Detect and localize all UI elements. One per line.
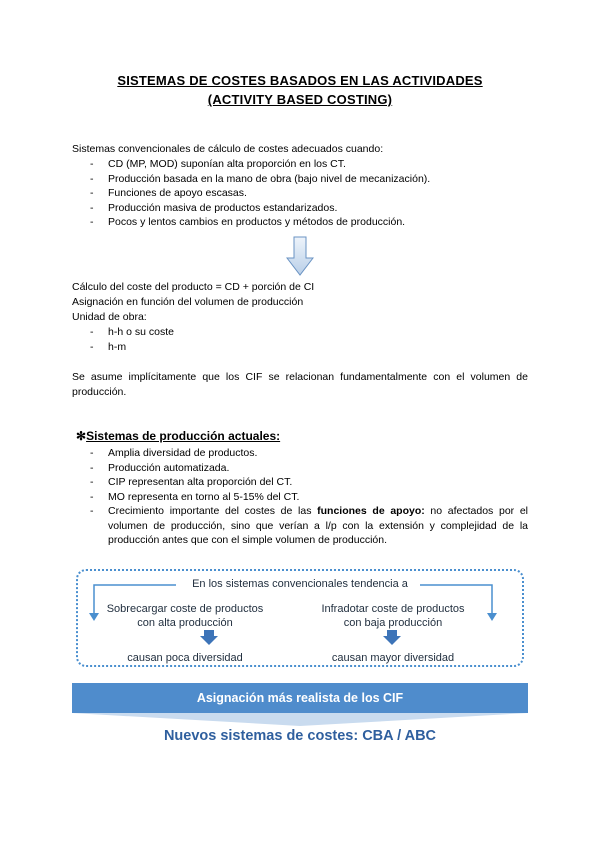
right-line2: con baja producción: [343, 617, 443, 629]
asterisk-icon: ✻: [76, 429, 87, 443]
left-result: causan poca diversidad: [127, 652, 243, 664]
list-item: - Producción masiva de productos estandarizados.: [72, 201, 430, 216]
section-heading-text: Sistemas de producción actuales:: [86, 429, 281, 443]
list-item: - Producción automatizada.: [72, 461, 528, 476]
right-arrowhead-icon: [487, 613, 497, 621]
list-item: - Crecimiento importante del costes de las funciones de apoyo: no afectados por el volumen de producción, sino que verían a l/p con la extensión y complejidad de la producción antes que con el simple volumen de producción.: [72, 504, 528, 548]
page-title: SISTEMAS DE COSTES BASADOS EN LAS ACTIVIDADES: [117, 73, 483, 88]
page-subtitle: (ACTIVITY BASED COSTING): [207, 92, 393, 107]
conventional-intro: Sistemas convencionales de cálculo de costes adecuados cuando:: [72, 143, 384, 155]
list-item: - CD (MP, MOD) suponían alta proporción en los CT.: [72, 157, 430, 172]
current-list: [72, 446, 528, 548]
list-item: - Funciones de apoyo escasas.: [72, 186, 430, 201]
list-item: - Pocos y lentos cambios en productos y métodos de producción.: [72, 215, 430, 230]
units-list: [72, 325, 174, 354]
assumption-paragraph: Se asume implícitamente que los CIF se relacionan fundamentalmente con el volumen de producción.: [72, 371, 528, 398]
list-item: - Producción basada en la mano de obra (bajo nivel de mecanización).: [72, 172, 430, 187]
right-line1: Infradotar coste de productos: [321, 603, 465, 615]
banner-arrow-icon: [72, 713, 528, 727]
banner: Asignación más realista de los CIF: [72, 683, 528, 713]
cost-allocation: Asignación en función del volumen de producción: [72, 296, 304, 308]
list-item: - MO representa en torno al 5-15% del CT.: [72, 490, 528, 505]
conclusion-text: Nuevos sistemas de costes: CBA / ABC: [163, 728, 437, 744]
right-down-arrow-icon: [383, 630, 401, 645]
section-heading: [76, 429, 280, 443]
unit-label: Unidad de obra:: [72, 311, 147, 323]
cost-diagram: [72, 565, 528, 753]
bold-term: funciones de apoyo:: [317, 505, 425, 517]
list-item: - h-m: [72, 340, 174, 355]
down-arrow-icon: [286, 236, 314, 276]
right-result: causan mayor diversidad: [331, 652, 455, 664]
conventional-list: [72, 157, 430, 230]
left-line2: con alta producción: [137, 617, 233, 629]
left-arrowhead-icon: [89, 613, 99, 621]
diagram-header: En los sistemas convencionales tendencia a: [192, 578, 408, 590]
left-down-arrow-icon: [200, 630, 218, 645]
left-line1: Sobrecargar coste de productos: [106, 603, 264, 615]
list-item: - h-h o su coste: [72, 325, 174, 340]
list-item: - CIP representan alta proporción del CT.: [72, 475, 528, 490]
list-item: - Amplia diversidad de productos.: [72, 446, 528, 461]
cost-formula: Cálculo del coste del producto = CD + porción de CI: [72, 281, 315, 293]
